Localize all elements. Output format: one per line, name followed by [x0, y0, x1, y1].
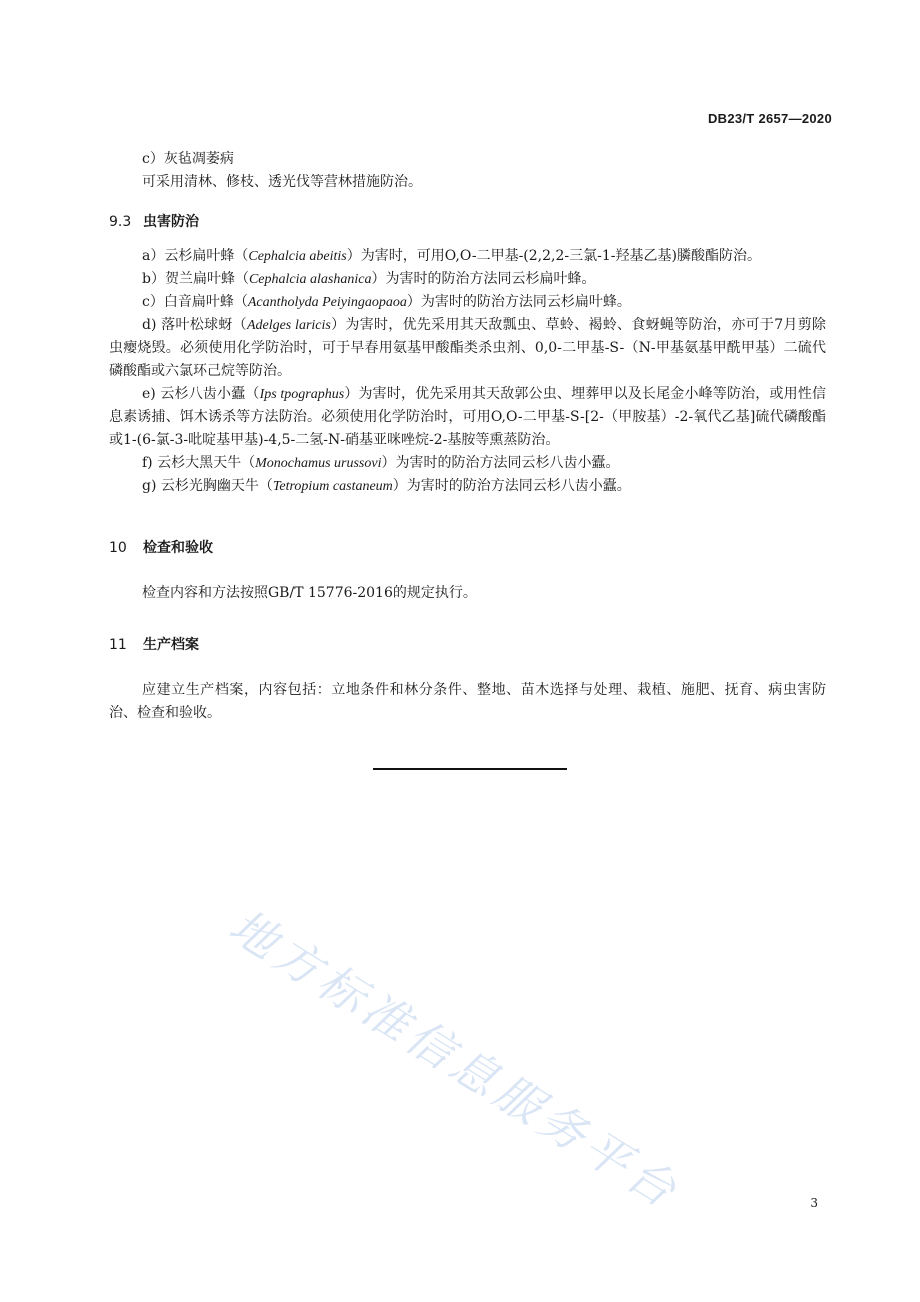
heading-9-3 — [109, 211, 199, 231]
pest-item-c: c）白音扁叶蜂（Acantholyda Peiyingaopaoa）为害时的防治方法同云杉扁叶蜂。 — [142, 294, 631, 310]
pest-item-e: e) 云杉八齿小蠹（Ips tpographus）为害时，优先采用其天敌郭公虫、埋葬甲以及长尾金小峰等防治，或用性信息素诱捕、饵木诱杀等方法防治。必须使用化学防治时，可用O,O-二甲基-S-[2-（甲胺基）-2-氧代乙基]硫代磷酸酯或1-(6-氯-3-吡啶基甲基)-4,5-二氢-N-硝基亚咪唑烷-2-基胺等熏蒸防治。 — [109, 386, 826, 448]
pest-item-d: d) 落叶松球蚜（Adelges laricis）为害时，优先采用其天敌瓢虫、草蛉、褐蛉、食蚜蝇等防治，亦可于7月剪除虫瘿烧毁。必须使用化学防治时，可于早春用氨基甲酸酯类杀虫剂、0,0-二甲基-S-（N-甲基氨基甲酰甲基）二硫代磷酸酯或六氯环己烷等防治。 — [109, 317, 826, 379]
pest-item-f: f) 云杉大黑天牛（Monochamus urussovi）为害时的防治方法同云杉八齿小蠹。 — [142, 455, 620, 471]
section-10-body — [109, 582, 826, 605]
section-10-text: 检查内容和方法按照GB/T 15776-2016的规定执行。 — [142, 585, 477, 601]
pest-item-a: a）云杉扁叶蜂（Cephalcia abeitis）为害时，可用O,O-二甲基-(2,2,2-三氯-1-羟基乙基)膦酸酯防治。 — [142, 248, 761, 264]
heading-number: 10 — [109, 540, 127, 556]
section-c-body: 可采用清林、修枝、透光伐等营林措施防治。 — [142, 174, 422, 190]
section-c-title: c）灰毡凋萎病 — [142, 151, 234, 167]
heading-number: 11 — [109, 637, 127, 653]
heading-title: 生产档案 — [143, 637, 199, 653]
end-rule — [373, 768, 567, 770]
heading-title: 虫害防治 — [143, 214, 199, 230]
pest-item-b: b）贺兰扁叶蜂（Cephalcia alashanica）为害时的防治方法同云杉扁叶蜂。 — [142, 271, 596, 287]
heading-11 — [109, 634, 199, 654]
page-number: 3 — [810, 1196, 818, 1210]
pest-item-g: g) 云杉光胸幽天牛（Tetropium castaneum）为害时的防治方法同云杉八齿小蠹。 — [142, 478, 631, 494]
document-code: DB23/T 2657—2020 — [707, 111, 832, 126]
section-c-block — [109, 148, 826, 194]
section-11-body — [109, 679, 826, 725]
heading-number: 9.3 — [109, 214, 132, 230]
heading-10 — [109, 537, 213, 557]
pest-list — [109, 245, 826, 498]
heading-title: 检查和验收 — [143, 540, 213, 556]
watermark: 地方标准信息服务平台 — [220, 898, 690, 1220]
section-11-text: 应建立生产档案，内容包括：立地条件和林分条件、整地、苗木选择与处理、栽植、施肥、抚育、病虫害防治、检查和验收。 — [109, 682, 826, 721]
